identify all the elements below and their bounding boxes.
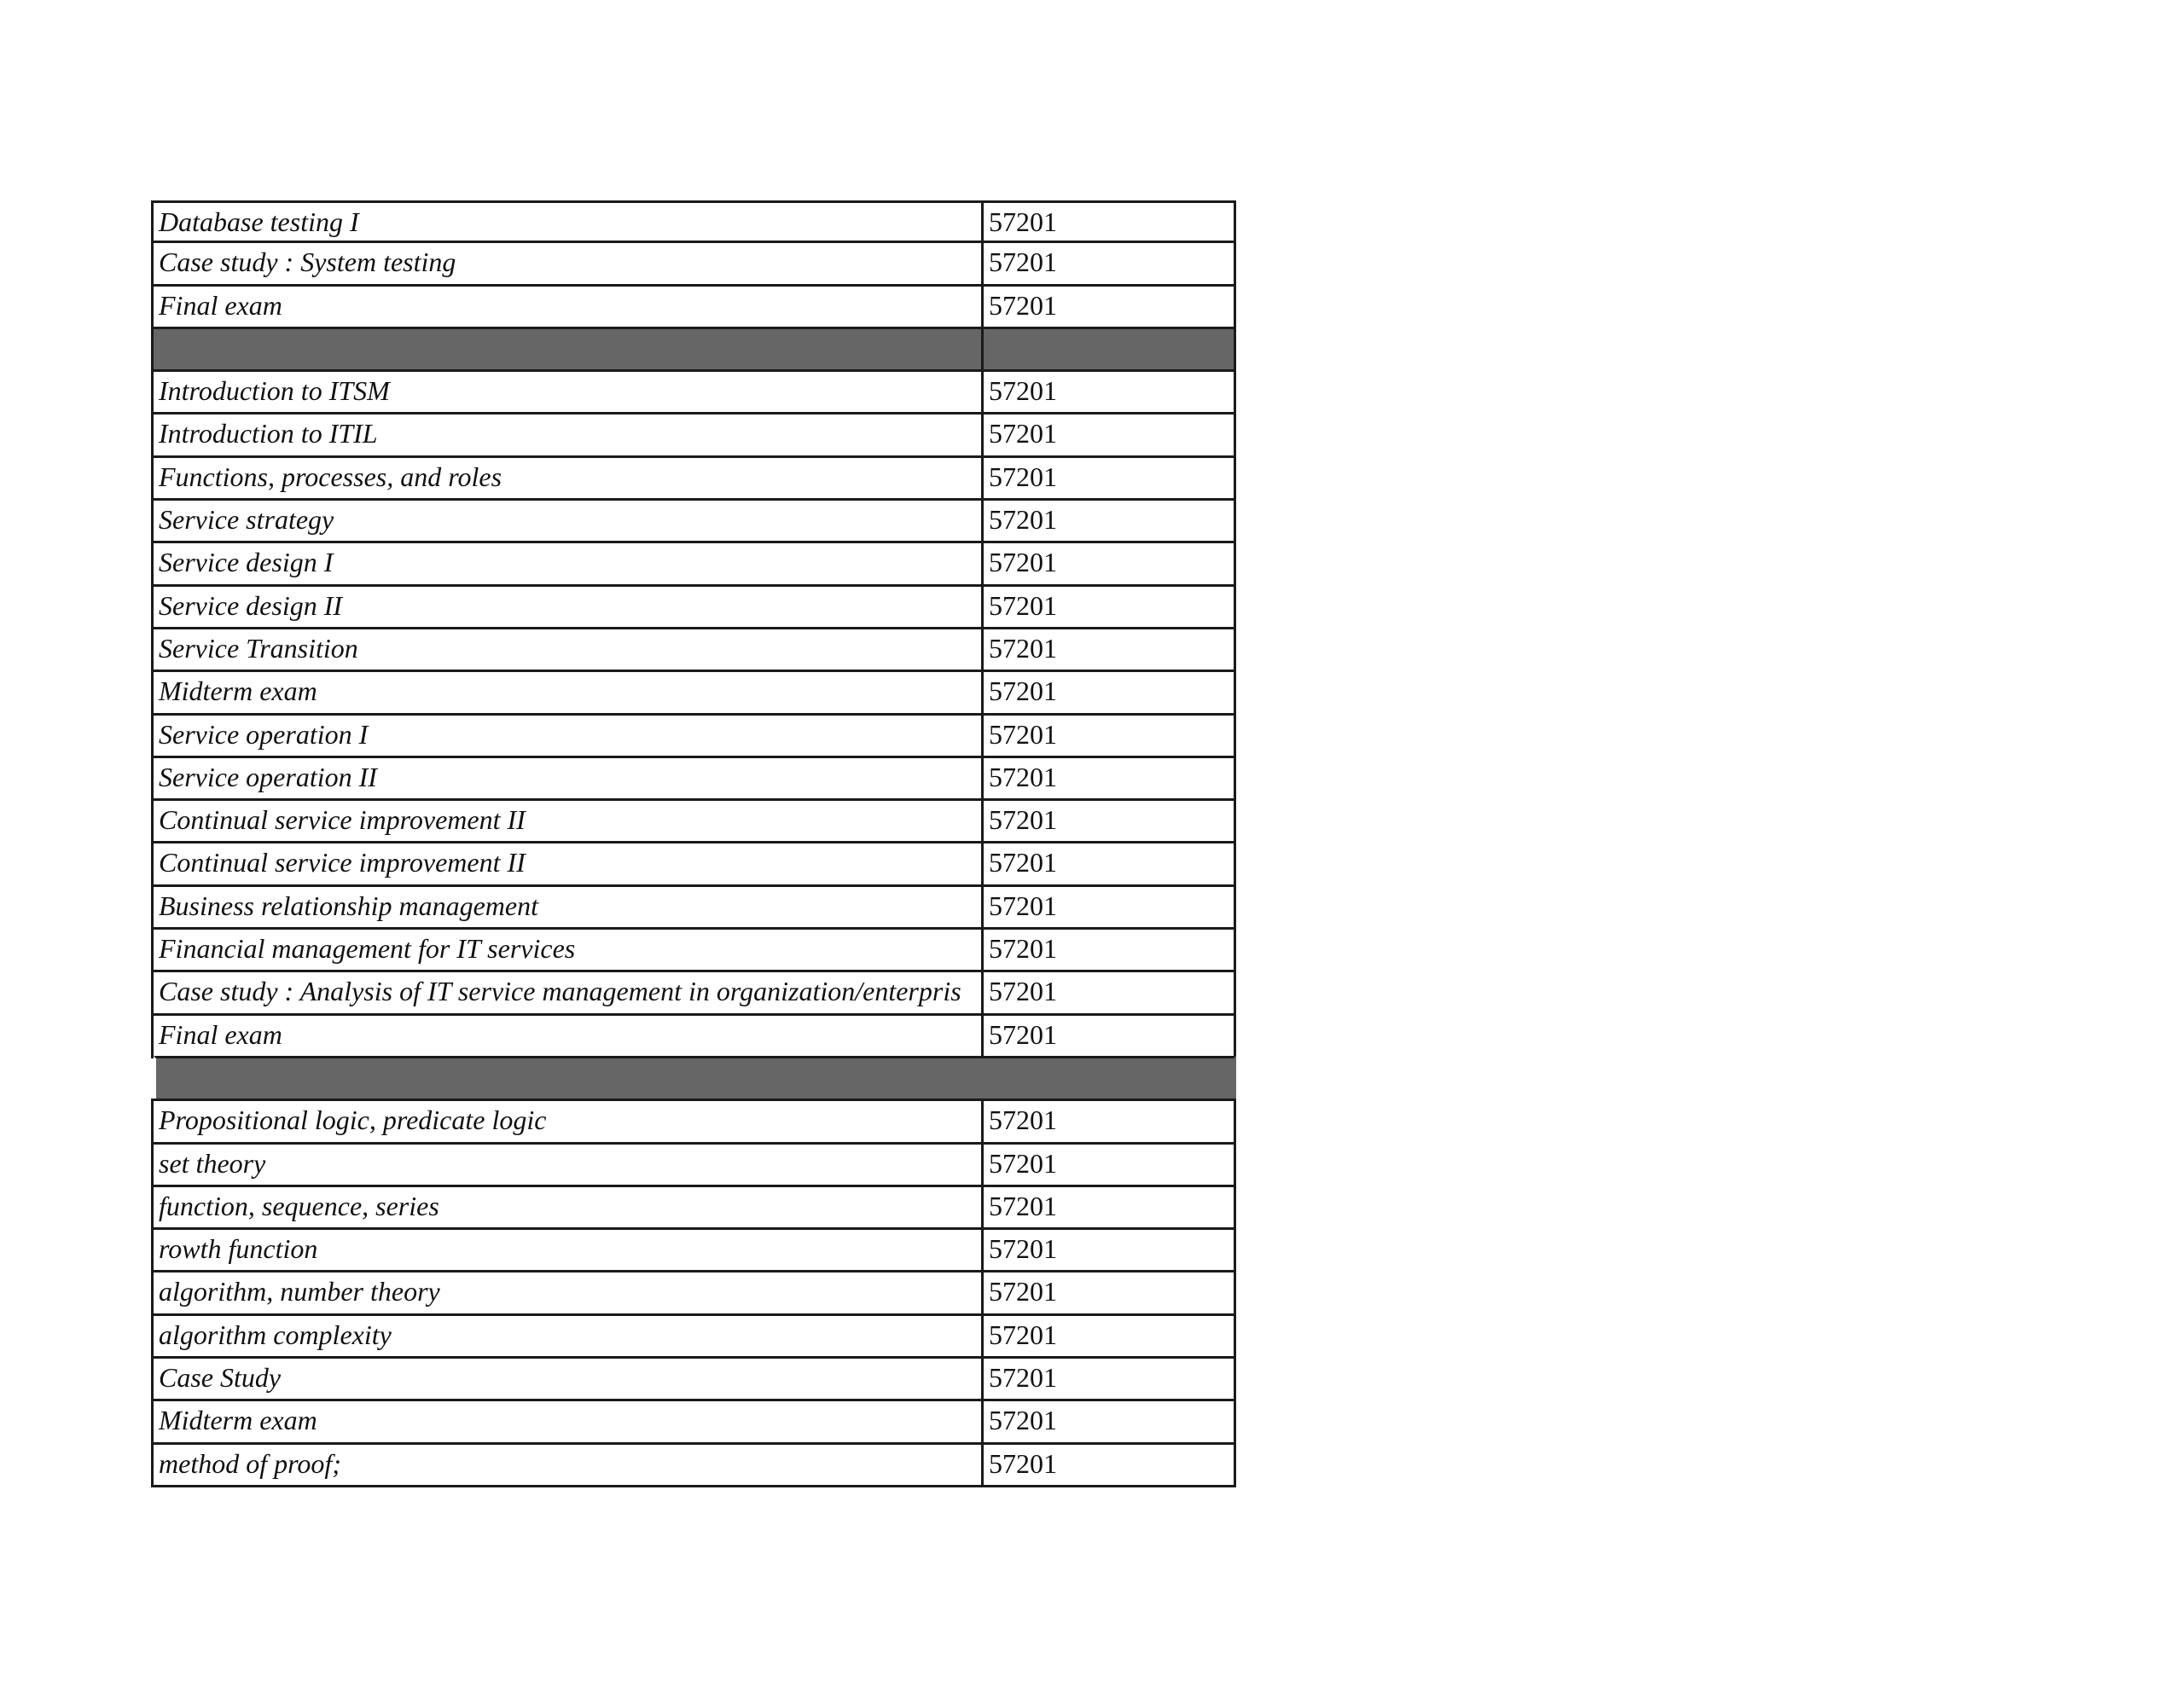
table-row [151, 1230, 1236, 1272]
code-cell: 57201 [981, 1399, 1236, 1444]
topic-cell: Midterm exam [151, 1399, 984, 1444]
table-row [151, 1145, 1236, 1187]
table-row [151, 415, 1236, 457]
table-row [151, 844, 1236, 886]
topic-cell: set theory [151, 1142, 984, 1187]
code-cell: 57201 [981, 713, 1236, 758]
table-row [151, 1316, 1236, 1359]
table-row [151, 1101, 1236, 1144]
code-cell: 57201 [981, 798, 1236, 844]
code-cell: 57201 [981, 1356, 1236, 1401]
topic-cell: Continual service improvement II [151, 841, 984, 886]
topic-cell: Case study : System testing [151, 241, 984, 286]
topic-cell: algorithm complexity [151, 1313, 984, 1359]
code-cell: 57201 [981, 1099, 1236, 1144]
code-cell: 57201 [981, 884, 1236, 930]
topic-cell: Continual service improvement II [151, 798, 984, 844]
code-cell: 57201 [981, 1013, 1236, 1058]
table-row [151, 887, 1236, 930]
topic-cell: algorithm, number theory [151, 1270, 984, 1315]
code-cell: 57201 [981, 584, 1236, 629]
topic-cell: Final exam [151, 1013, 984, 1058]
table-row [151, 458, 1236, 501]
table-row [151, 1016, 1236, 1058]
separator-cell [151, 327, 984, 372]
code-cell: 57201 [981, 284, 1236, 329]
table-row [151, 1187, 1236, 1230]
code-cell: 57201 [981, 369, 1236, 415]
topic-cell: Final exam [151, 284, 984, 329]
table-row [151, 716, 1236, 758]
code-cell: 57201 [981, 412, 1236, 457]
topic-cell: Service strategy [151, 498, 984, 543]
table-row [151, 501, 1236, 543]
topic-cell: rowth function [151, 1227, 984, 1272]
topic-cell: Database testing I [151, 200, 984, 243]
code-cell: 57201 [981, 541, 1236, 586]
code-cell: 57201 [981, 756, 1236, 801]
separator-cell [154, 1056, 1236, 1101]
topic-cell: Service Transition [151, 627, 984, 672]
separator-cell [981, 327, 1236, 372]
code-cell: 57201 [981, 841, 1236, 886]
topic-cell: Propositional logic, predicate logic [151, 1099, 984, 1144]
code-cell: 57201 [981, 1313, 1236, 1359]
topic-cell: Service design II [151, 584, 984, 629]
table-row [151, 972, 1236, 1015]
table-row [151, 930, 1236, 972]
table-row [151, 1445, 1236, 1487]
code-cell: 57201 [981, 927, 1236, 972]
code-cell: 57201 [981, 970, 1236, 1015]
topic-cell: Introduction to ITIL [151, 412, 984, 457]
table-row [151, 587, 1236, 629]
code-cell: 57201 [981, 241, 1236, 286]
table-row [151, 287, 1236, 329]
table-row [151, 758, 1236, 801]
section-separator-row [151, 329, 1236, 372]
code-cell: 57201 [981, 1442, 1236, 1487]
topic-cell: Business relationship management [151, 884, 984, 930]
code-cell: 57201 [981, 200, 1236, 243]
table-row [151, 200, 1236, 243]
course-schedule-table [151, 200, 1236, 1487]
topic-cell: Functions, processes, and roles [151, 455, 984, 501]
topic-cell: Introduction to ITSM [151, 369, 984, 415]
code-cell: 57201 [981, 498, 1236, 543]
topic-cell: Case study : Analysis of IT service management in organization/enterpris [151, 970, 984, 1015]
topic-cell: Service operation II [151, 756, 984, 801]
code-cell: 57201 [981, 455, 1236, 501]
topic-cell: method of proof; [151, 1442, 984, 1487]
table-row [151, 629, 1236, 672]
table-row [151, 243, 1236, 286]
table-row [151, 1272, 1236, 1315]
table-row [151, 672, 1236, 715]
table-row [151, 1359, 1236, 1401]
section-separator-row [151, 1058, 1236, 1101]
topic-cell: Case Study [151, 1356, 984, 1401]
topic-cell: Service operation I [151, 713, 984, 758]
table-row [151, 543, 1236, 586]
code-cell: 57201 [981, 670, 1236, 715]
code-cell: 57201 [981, 627, 1236, 672]
topic-cell: Midterm exam [151, 670, 984, 715]
code-cell: 57201 [981, 1227, 1236, 1272]
topic-cell: Service design I [151, 541, 984, 586]
code-cell: 57201 [981, 1185, 1236, 1230]
table-row [151, 1401, 1236, 1444]
table-row [151, 801, 1236, 844]
topic-cell: function, sequence, series [151, 1185, 984, 1230]
code-cell: 57201 [981, 1142, 1236, 1187]
topic-cell: Financial management for IT services [151, 927, 984, 972]
table-row [151, 372, 1236, 415]
code-cell: 57201 [981, 1270, 1236, 1315]
